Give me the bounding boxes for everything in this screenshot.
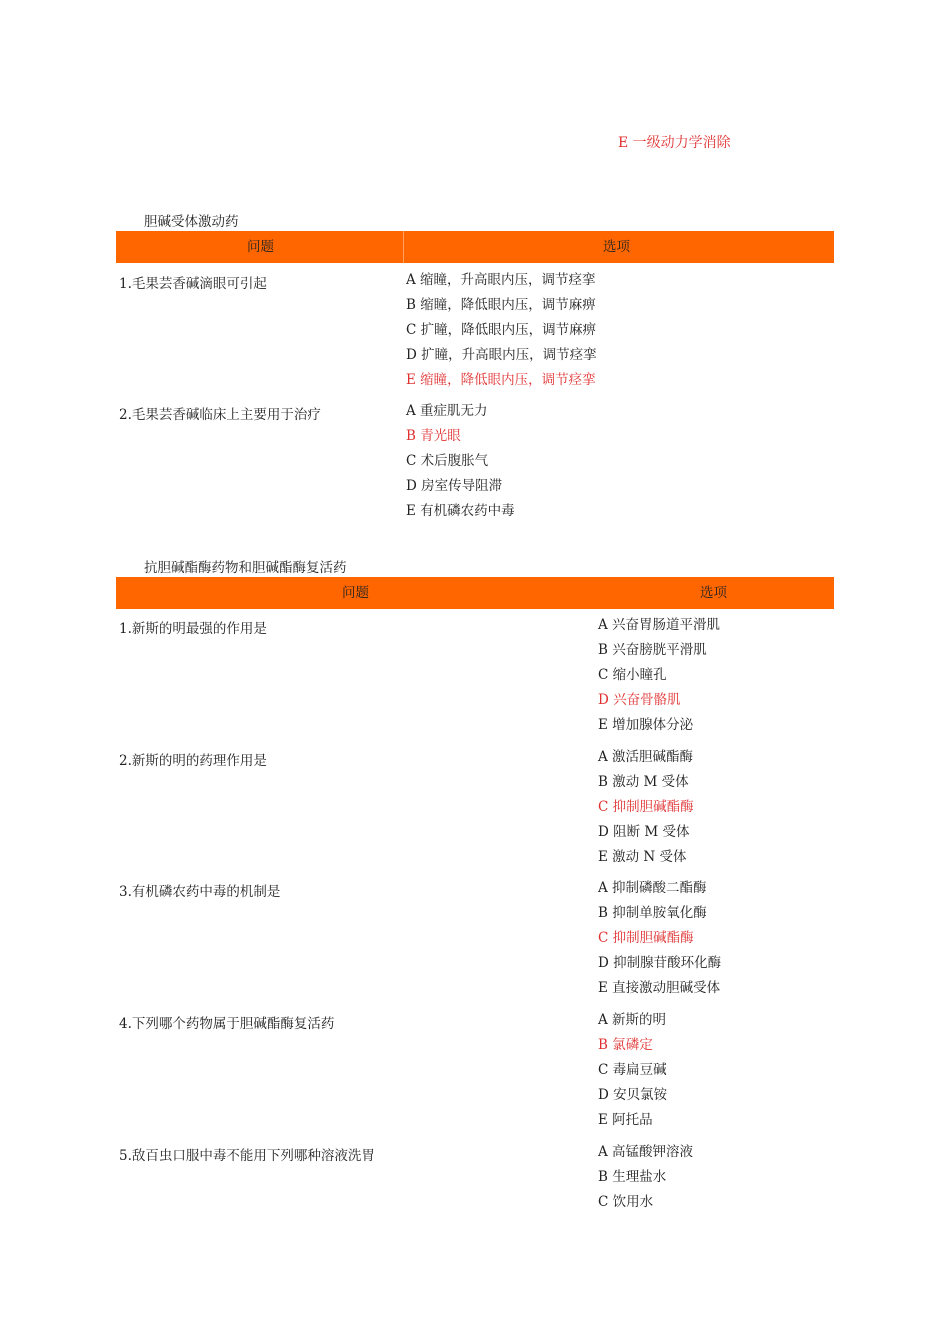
options-list [598,1012,667,1137]
header-question: 问题 [247,239,274,255]
option: E 增加腺体分泌 [598,717,694,733]
option: A 缩瞳，升高眼内压，调节痉挛 [406,272,596,288]
section-title: 胆碱受体激动药 [144,214,239,230]
option: A 高锰酸钾溶液 [598,1144,694,1160]
option: D 兴奋骨骼肌 [598,692,681,708]
option: B 缩瞳，降低眼内压，调节麻痹 [406,297,596,313]
option: D 阻断 M 受体 [598,824,690,840]
question-text: 4.下列哪个药物属于胆碱酯酶复活药 [119,1016,335,1032]
option: A 抑制磷酸二酯酶 [598,880,707,896]
option: E 激动 N 受体 [598,849,687,865]
option: B 氯磷定 [598,1037,653,1053]
header-options: 选项 [700,585,727,601]
options-list [598,880,721,1005]
option: C 抑制胆碱酯酶 [598,799,694,815]
option: A 新斯的明 [598,1012,667,1028]
question-text: 5.敌百虫口服中毒不能用下列哪种溶液洗胃 [119,1148,375,1164]
carryover-answer: E 一级动力学消除 [618,135,731,151]
option: A 兴奋胃肠道平滑肌 [598,617,721,633]
option: B 激动 M 受体 [598,774,689,790]
option: D 房室传导阻滞 [406,478,503,494]
option: C 术后腹胀气 [406,453,489,469]
option: B 兴奋膀胱平滑肌 [598,642,707,658]
options-list [598,1144,693,1219]
question-text: 2.毛果芸香碱临床上主要用于治疗 [119,407,321,423]
option: E 直接激动胆碱受体 [598,980,721,996]
option: D 扩瞳，升高眼内压，调节痉挛 [406,347,597,363]
option: C 扩瞳，降低眼内压，调节麻痹 [406,322,597,338]
option: B 抑制单胺氧化酶 [598,905,707,921]
question-text: 2.新斯的明的药理作用是 [119,753,267,769]
option: B 生理盐水 [598,1169,667,1185]
question-text: 1.毛果芸香碱滴眼可引起 [119,276,267,292]
question-text: 1.新斯的明最强的作用是 [119,621,267,637]
question-text: 3.有机磷农药中毒的机制是 [119,884,281,900]
option: D 安贝氯铵 [598,1087,668,1103]
option: D 抑制腺苷酸环化酶 [598,955,722,971]
table-header [116,231,834,263]
options-list [598,617,720,742]
option: E 有机磷农药中毒 [406,503,515,519]
option: E 阿托品 [598,1112,653,1128]
option: A 激活胆碱酯酶 [598,749,694,765]
option: B 青光眼 [406,428,461,444]
option: C 饮用水 [598,1194,654,1210]
header-divider [403,231,404,263]
options-list [406,403,515,528]
options-list [598,749,694,874]
option: A 重症肌无力 [406,403,488,419]
table-header [116,577,834,609]
option: C 毒扁豆碱 [598,1062,667,1078]
option: C 缩小瞳孔 [598,667,667,683]
header-options: 选项 [603,239,630,255]
option: C 抑制胆碱酯酶 [598,930,694,946]
options-list [406,272,597,397]
section-title: 抗胆碱酯酶药物和胆碱酯酶复活药 [144,560,347,576]
header-question: 问题 [342,585,369,601]
option: E 缩瞳，降低眼内压，调节痉挛 [406,372,596,388]
